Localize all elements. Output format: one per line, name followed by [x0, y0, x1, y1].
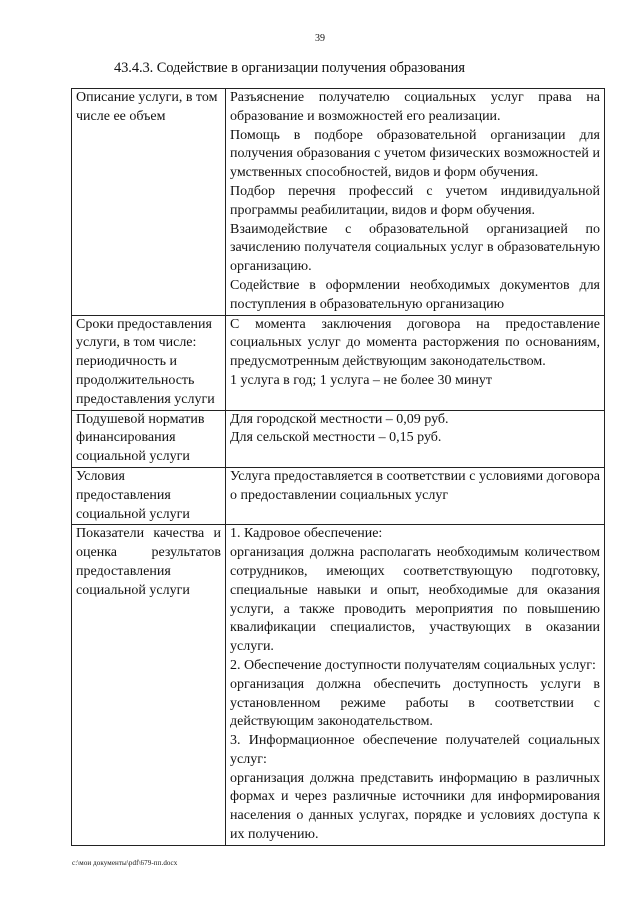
- value-paragraph: 3. Информационное обеспечение получателей социальных услуг:: [230, 733, 600, 767]
- footer-file-path: c:\мои документы\pdf\679-пп.docx: [72, 859, 178, 867]
- section-heading: 43.4.3. Содействие в организации получения образования: [114, 60, 465, 76]
- value-paragraph: Подбор перечня профессий с учетом индивидуальной программы реабилитации, видов и форм обучения.: [230, 183, 600, 218]
- value-paragraph: С момента заключения договора на предоставление социальных услуг до момента расторжения по основаниям, предусмотренным действующим законодательством.: [230, 316, 600, 370]
- value-paragraph: Услуга предоставляется в соответствии с условиями договора о предоставлении социальных услуг: [230, 468, 600, 503]
- value-paragraph: 1. Кадровое обеспечение:: [230, 526, 383, 542]
- row-value: [226, 315, 605, 410]
- value-paragraph: Для сельской местности – 0,15 руб.: [230, 430, 442, 446]
- row-label: Условия предоставления социальной услуги: [72, 467, 226, 524]
- value-paragraph: организация должна обеспечить доступность услуги в установленном режиме работы в соответствии с действующим законодательством.: [230, 676, 600, 730]
- value-paragraph: Помощь в подборе образовательной организации для получения образования с учетом физических возможностей и умственных способностей, видов и форм обучения.: [230, 127, 600, 181]
- value-paragraph: 1 услуга в год; 1 услуга – не более 30 минут: [230, 372, 492, 388]
- value-paragraph: организация должна располагать необходимым количеством сотрудников, имеющих соответствующую подготовку, специальные навыки и опыт, необходимые для оказания услуги, а также проводить мероприятия по повышению квалификации специалистов, участвующих в оказании услуги.: [230, 545, 600, 655]
- value-paragraph: Взаимодействие с образовательной организацией по зачислению получателя социальных услуг в образовательную организацию.: [230, 221, 600, 275]
- value-paragraph: Содействие в оформлении необходимых документов для поступления в образовательную организацию: [230, 277, 600, 312]
- page-number: 39: [315, 33, 325, 44]
- table-row-terms: [72, 315, 605, 410]
- row-value: [226, 410, 605, 467]
- row-label: Сроки предоставления услуги, в том числе: периодичность и продолжительность предоставления услуги: [72, 315, 226, 410]
- value-paragraph: Разъяснение получателю социальных услуг права на образование и возможностей его реализации.: [230, 90, 600, 124]
- row-label: Описание услуги, в том числе ее объем: [72, 89, 226, 316]
- value-paragraph: 2. Обеспечение доступности получателям социальных услуг:: [230, 657, 596, 673]
- service-description-table: [71, 88, 605, 846]
- table-row-description: [72, 89, 605, 316]
- row-value: [226, 525, 605, 846]
- row-value: [226, 89, 605, 316]
- table-row-financing: [72, 410, 605, 467]
- value-paragraph: организация должна представить информацию в различных формах и через различные источники для информирования населения о данных услугах, порядке и условиях доступа к их получению.: [230, 770, 600, 843]
- row-label: Подушевой норматив финансирования социальной услуги: [72, 410, 226, 467]
- table-row-conditions: [72, 467, 605, 524]
- row-label: Показатели качества и оценка результатов предоставления социальной услуги: [72, 525, 226, 846]
- value-paragraph: Для городской местности – 0,09 руб.: [230, 411, 449, 427]
- row-value: [226, 467, 605, 524]
- table-row-quality: [72, 525, 605, 846]
